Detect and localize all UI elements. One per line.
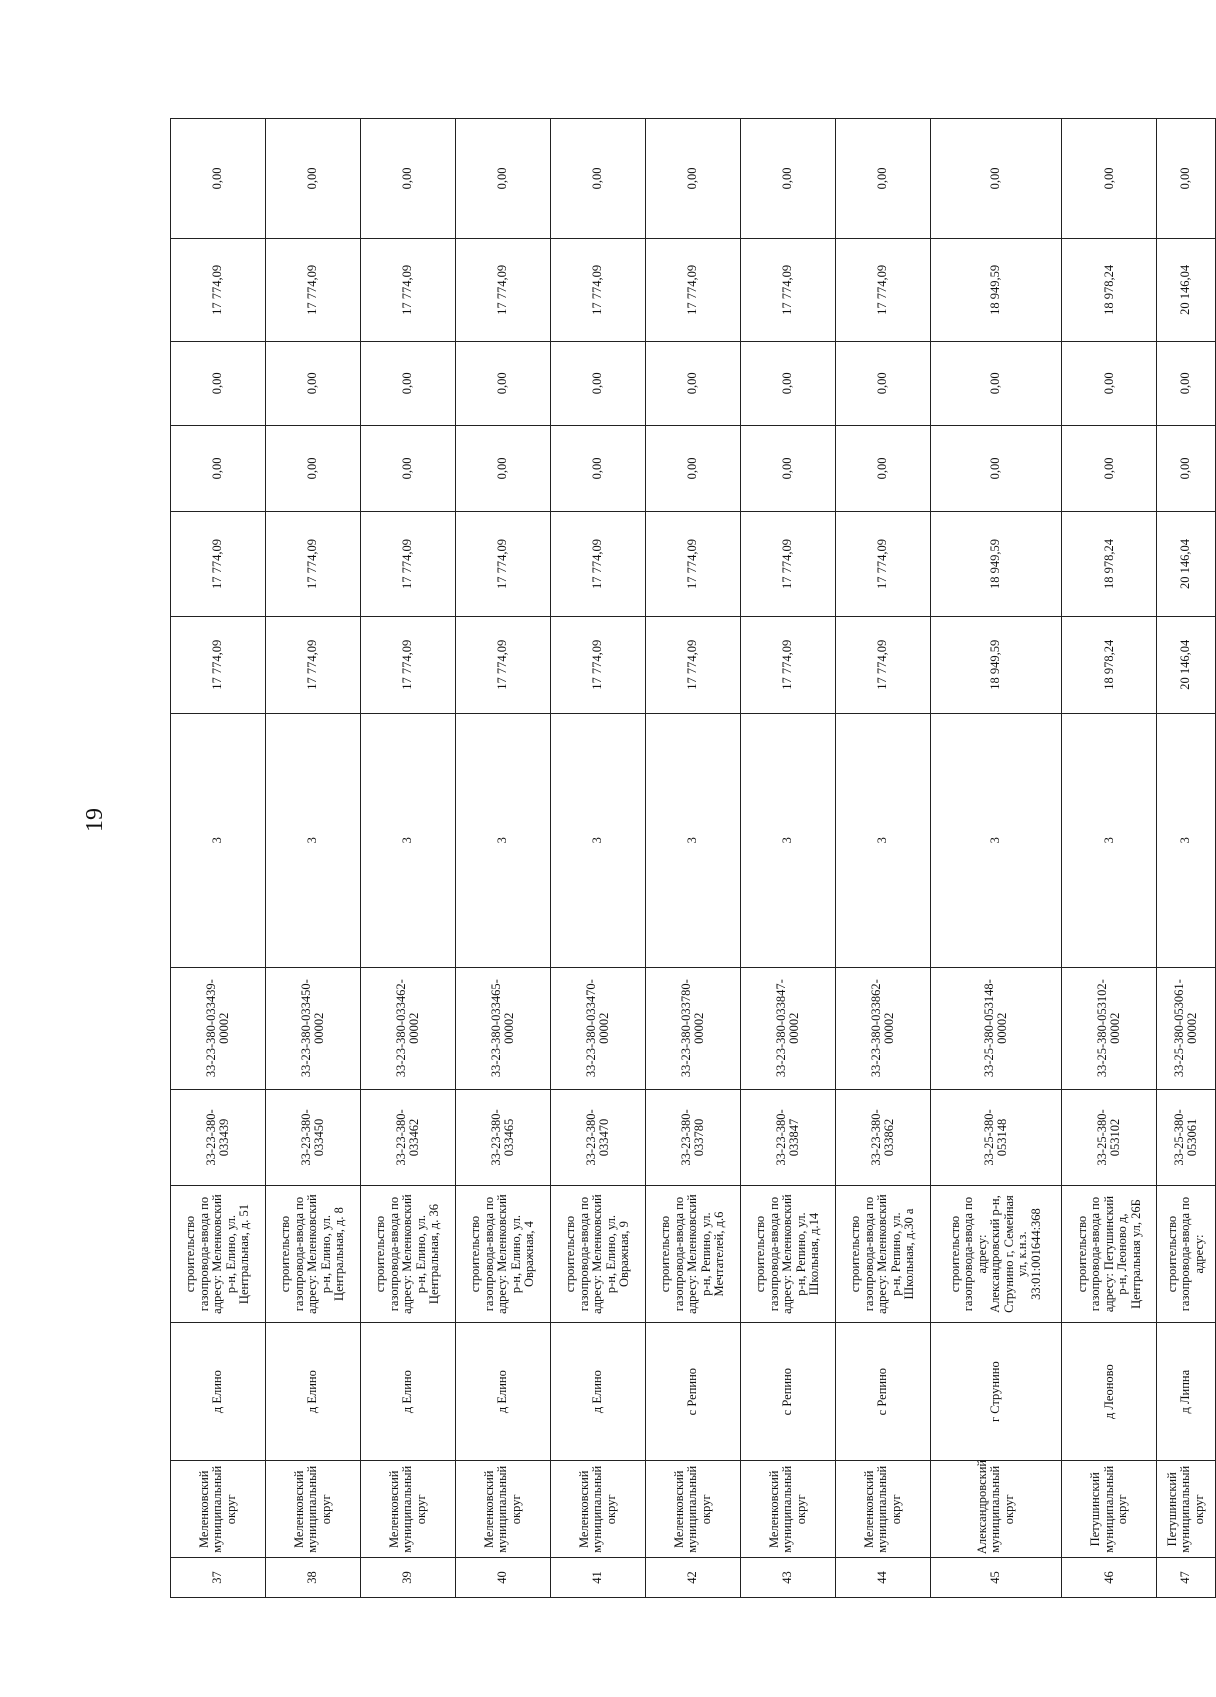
cost-zero-cell-1: 0,00	[741, 425, 836, 511]
object-code-cell: 33-25-380-053061	[1157, 1089, 1216, 1186]
cost-zero-cell-1: 0,00	[1062, 425, 1157, 511]
category-cell: 3	[646, 713, 741, 967]
locality-cell: д Елино	[361, 1322, 456, 1461]
cost-final-cell: 17 774,09	[741, 238, 836, 341]
cost-zero-cell-2: 0,00	[836, 341, 931, 425]
cost-final-cell: 17 774,09	[456, 238, 551, 341]
row-number: 41	[551, 1558, 646, 1598]
remainder-cell: 0,00	[836, 119, 931, 239]
cost-amount-cell: 20 146,04	[1157, 511, 1216, 616]
remainder-cell: 0,00	[1062, 119, 1157, 239]
object-code-cell: 33-23-380-033465	[456, 1089, 551, 1186]
cost-final-cell: 18 949,59	[931, 238, 1062, 341]
row-number: 45	[931, 1558, 1062, 1598]
gas-pipeline-table	[170, 118, 1216, 1598]
description-cell: строительство газопровода-ввода по адресу:	[1157, 1186, 1216, 1323]
cost-total-cell: 17 774,09	[361, 616, 456, 713]
cost-amount-cell: 18 978,24	[1062, 511, 1157, 616]
category-cell: 3	[1157, 713, 1216, 967]
remainder-cell: 0,00	[171, 119, 266, 239]
facility-code-cell: 33-23-380-033780-00002	[646, 967, 741, 1089]
table-rotation-frame	[170, 118, 1216, 1598]
cost-zero-cell-2: 0,00	[266, 341, 361, 425]
facility-code-cell: 33-23-380-033470-00002	[551, 967, 646, 1089]
description-cell: строительство газопровода-ввода по адресу: Меленковский р-н, Елино, ул. Центральная, д. 51	[171, 1186, 266, 1323]
row-number: 40	[456, 1558, 551, 1598]
category-cell: 3	[551, 713, 646, 967]
category-cell: 3	[931, 713, 1062, 967]
district-cell: Меленковский муниципальный округ	[646, 1461, 741, 1558]
remainder-cell: 0,00	[361, 119, 456, 239]
cost-final-cell: 17 774,09	[646, 238, 741, 341]
category-cell: 3	[836, 713, 931, 967]
cost-final-cell: 20 146,04	[1157, 238, 1216, 341]
locality-cell: д Елино	[456, 1322, 551, 1461]
remainder-cell: 0,00	[931, 119, 1062, 239]
facility-code-cell: 33-23-380-033847-00002	[741, 967, 836, 1089]
description-cell: строительство газопровода-ввода по адресу: Меленковский р-н, Елино, ул. Овражная, 4	[456, 1186, 551, 1323]
row-number: 38	[266, 1558, 361, 1598]
district-cell: Петушинский муниципальный округ	[1157, 1461, 1216, 1558]
cost-zero-cell-2: 0,00	[456, 341, 551, 425]
cost-zero-cell-1: 0,00	[646, 425, 741, 511]
cost-zero-cell-1: 0,00	[551, 425, 646, 511]
cost-zero-cell-2: 0,00	[1062, 341, 1157, 425]
locality-cell: д Елино	[551, 1322, 646, 1461]
description-cell: строительство газопровода-ввода по адресу: Меленковский р-н, Репино, ул. Школьная, д.14	[741, 1186, 836, 1323]
cost-zero-cell-1: 0,00	[456, 425, 551, 511]
description-cell: строительство газопровода-ввода по адресу: Меленковский р-н, Репино, ул. Школьная, д.30 а	[836, 1186, 931, 1323]
cost-zero-cell-1: 0,00	[361, 425, 456, 511]
cost-final-cell: 17 774,09	[171, 238, 266, 341]
facility-code-cell: 33-23-380-033439-00002	[171, 967, 266, 1089]
cost-total-cell: 17 774,09	[551, 616, 646, 713]
cost-zero-cell-2: 0,00	[361, 341, 456, 425]
description-cell: строительство газопровода-ввода по адресу: Меленковский р-н, Елино, ул. Центральная, д. 36	[361, 1186, 456, 1323]
table-row	[171, 119, 266, 1598]
cost-zero-cell-2: 0,00	[1157, 341, 1216, 425]
row-number: 46	[1062, 1558, 1157, 1598]
district-cell: Меленковский муниципальный округ	[361, 1461, 456, 1558]
remainder-cell: 0,00	[456, 119, 551, 239]
table-row	[646, 119, 741, 1598]
description-cell: строительство газопровода-ввода по адресу: Александровский р-н, Струнино г, Семейная ул, к.н.з. 33:01:001644:368	[931, 1186, 1062, 1323]
table-row	[741, 119, 836, 1598]
cost-zero-cell-1: 0,00	[931, 425, 1062, 511]
description-cell: строительство газопровода-ввода по адресу: Петушинский р-н, Леоново д, Центральная ул, 26Б	[1062, 1186, 1157, 1323]
district-cell: Александровский муниципальный округ	[931, 1461, 1062, 1558]
object-code-cell: 33-25-380-053102	[1062, 1089, 1157, 1186]
cost-total-cell: 17 774,09	[836, 616, 931, 713]
page-number: 19	[82, 808, 108, 832]
row-number: 42	[646, 1558, 741, 1598]
category-cell: 3	[1062, 713, 1157, 967]
cost-final-cell: 18 978,24	[1062, 238, 1157, 341]
object-code-cell: 33-23-380-033847	[741, 1089, 836, 1186]
object-code-cell: 33-25-380-053148	[931, 1089, 1062, 1186]
locality-cell: д Леоново	[1062, 1322, 1157, 1461]
table-row	[931, 119, 1062, 1598]
district-cell: Меленковский муниципальный округ	[456, 1461, 551, 1558]
cost-amount-cell: 17 774,09	[456, 511, 551, 616]
cost-zero-cell-1: 0,00	[1157, 425, 1216, 511]
locality-cell: д Липна	[1157, 1322, 1216, 1461]
category-cell: 3	[171, 713, 266, 967]
district-cell: Меленковский муниципальный округ	[171, 1461, 266, 1558]
cost-amount-cell: 17 774,09	[741, 511, 836, 616]
cost-amount-cell: 17 774,09	[361, 511, 456, 616]
cost-amount-cell: 17 774,09	[171, 511, 266, 616]
cost-amount-cell: 17 774,09	[266, 511, 361, 616]
locality-cell: д Елино	[171, 1322, 266, 1461]
table-row	[1062, 119, 1157, 1598]
rotated-table-container	[170, 118, 1216, 1598]
cost-amount-cell: 17 774,09	[836, 511, 931, 616]
cost-zero-cell-1: 0,00	[836, 425, 931, 511]
row-number: 37	[171, 1558, 266, 1598]
district-cell: Меленковский муниципальный округ	[551, 1461, 646, 1558]
object-code-cell: 33-23-380-033780	[646, 1089, 741, 1186]
district-cell: Петушинский муниципальный округ	[1062, 1461, 1157, 1558]
facility-code-cell: 33-23-380-033862-00002	[836, 967, 931, 1089]
district-cell: Меленковский муниципальный округ	[836, 1461, 931, 1558]
district-cell: Меленковский муниципальный округ	[741, 1461, 836, 1558]
cost-final-cell: 17 774,09	[836, 238, 931, 341]
cost-final-cell: 17 774,09	[551, 238, 646, 341]
cost-zero-cell-2: 0,00	[551, 341, 646, 425]
locality-cell: с Репино	[836, 1322, 931, 1461]
cost-total-cell: 17 774,09	[171, 616, 266, 713]
cost-amount-cell: 17 774,09	[551, 511, 646, 616]
locality-cell: д Елино	[266, 1322, 361, 1461]
cost-zero-cell-2: 0,00	[646, 341, 741, 425]
cost-final-cell: 17 774,09	[361, 238, 456, 341]
remainder-cell: 0,00	[551, 119, 646, 239]
remainder-cell: 0,00	[741, 119, 836, 239]
locality-cell: г Струнино	[931, 1322, 1062, 1461]
table-row	[361, 119, 456, 1598]
table-row	[551, 119, 646, 1598]
cost-final-cell: 17 774,09	[266, 238, 361, 341]
facility-code-cell: 33-23-380-033462-00002	[361, 967, 456, 1089]
cost-zero-cell-2: 0,00	[741, 341, 836, 425]
facility-code-cell: 33-23-380-033465-00002	[456, 967, 551, 1089]
description-cell: строительство газопровода-ввода по адресу: Меленковский р-н, Репино, ул. Мечтателей, д.6	[646, 1186, 741, 1323]
object-code-cell: 33-23-380-033462	[361, 1089, 456, 1186]
locality-cell: с Репино	[741, 1322, 836, 1461]
row-number: 43	[741, 1558, 836, 1598]
row-number: 39	[361, 1558, 456, 1598]
facility-code-cell: 33-25-380-053061-00002	[1157, 967, 1216, 1089]
table-row	[836, 119, 931, 1598]
object-code-cell: 33-23-380-033450	[266, 1089, 361, 1186]
remainder-cell: 0,00	[646, 119, 741, 239]
category-cell: 3	[266, 713, 361, 967]
table-body	[171, 119, 1216, 1598]
cost-zero-cell-1: 0,00	[171, 425, 266, 511]
object-code-cell: 33-23-380-033439	[171, 1089, 266, 1186]
cost-total-cell: 20 146,04	[1157, 616, 1216, 713]
facility-code-cell: 33-25-380-053148-00002	[931, 967, 1062, 1089]
cost-total-cell: 17 774,09	[456, 616, 551, 713]
table-row	[456, 119, 551, 1598]
row-number: 47	[1157, 1558, 1216, 1598]
district-cell: Меленковский муниципальный округ	[266, 1461, 361, 1558]
table-row	[1157, 119, 1216, 1598]
facility-code-cell: 33-25-380-053102-00002	[1062, 967, 1157, 1089]
category-cell: 3	[361, 713, 456, 967]
cost-zero-cell-2: 0,00	[171, 341, 266, 425]
category-cell: 3	[456, 713, 551, 967]
cost-zero-cell-1: 0,00	[266, 425, 361, 511]
object-code-cell: 33-23-380-033862	[836, 1089, 931, 1186]
remainder-cell: 0,00	[1157, 119, 1216, 239]
cost-amount-cell: 17 774,09	[646, 511, 741, 616]
category-cell: 3	[741, 713, 836, 967]
cost-total-cell: 18 978,24	[1062, 616, 1157, 713]
locality-cell: с Репино	[646, 1322, 741, 1461]
table-row	[266, 119, 361, 1598]
object-code-cell: 33-23-380-033470	[551, 1089, 646, 1186]
facility-code-cell: 33-23-380-033450-00002	[266, 967, 361, 1089]
cost-total-cell: 17 774,09	[266, 616, 361, 713]
cost-amount-cell: 18 949,59	[931, 511, 1062, 616]
description-cell: строительство газопровода-ввода по адресу: Меленковский р-н, Елино, ул. Центральная, д. 8	[266, 1186, 361, 1323]
cost-zero-cell-2: 0,00	[931, 341, 1062, 425]
cost-total-cell: 17 774,09	[741, 616, 836, 713]
row-number: 44	[836, 1558, 931, 1598]
description-cell: строительство газопровода-ввода по адресу: Меленковский р-н, Елино, ул. Овражная, 9	[551, 1186, 646, 1323]
remainder-cell: 0,00	[266, 119, 361, 239]
cost-total-cell: 18 949,59	[931, 616, 1062, 713]
cost-total-cell: 17 774,09	[646, 616, 741, 713]
